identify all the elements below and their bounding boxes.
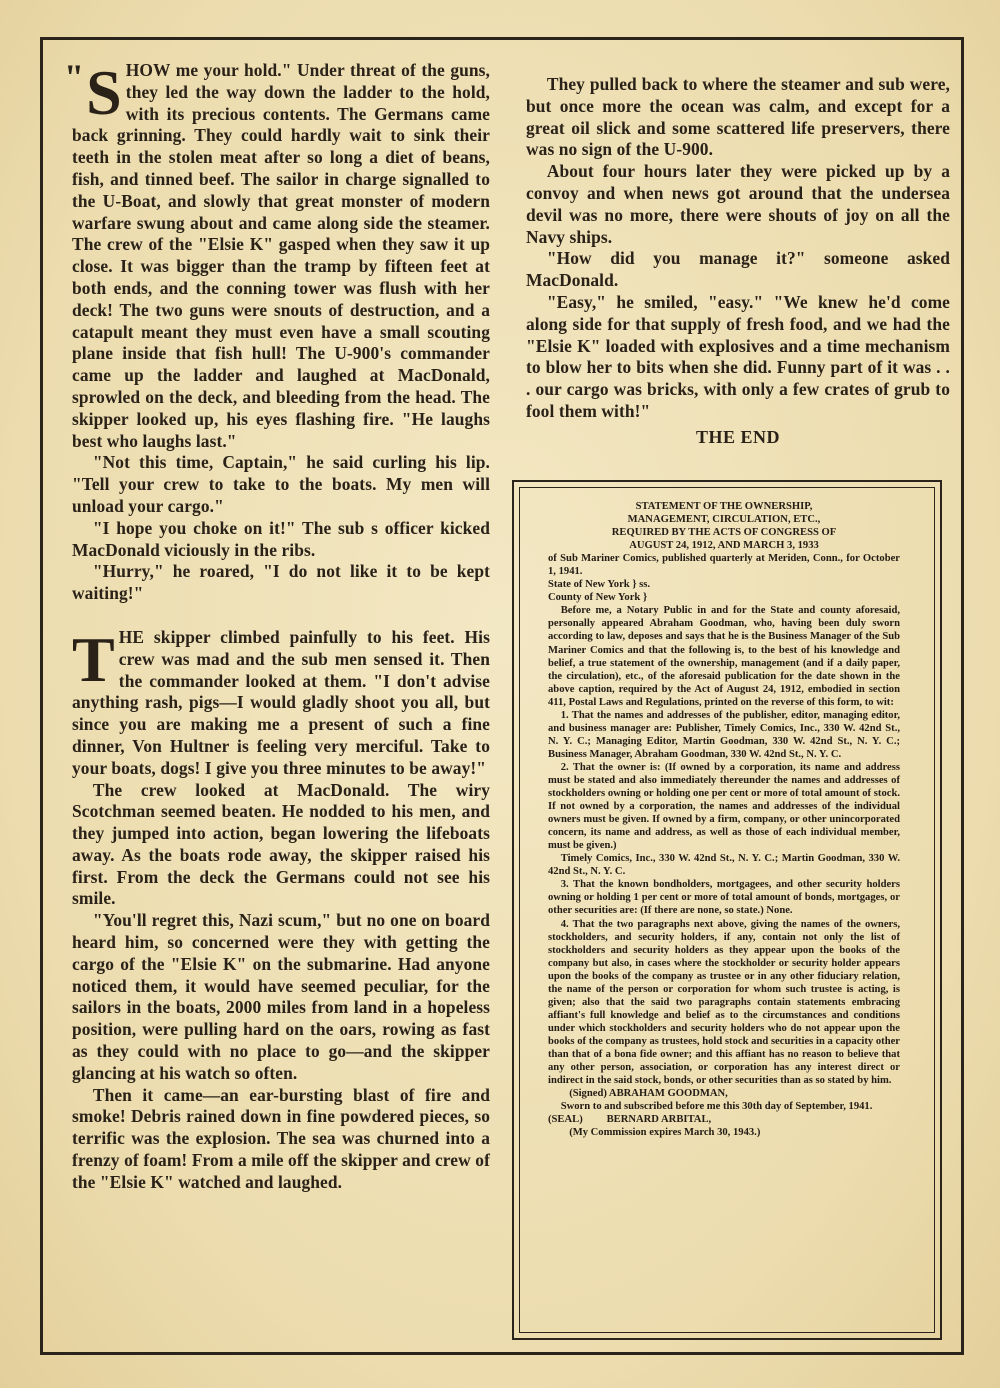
statement-paragraph: 2. That the owner is: (If owned by a corporation, its name and address must be stated and also immediately thereunder the names and addresses of stockholders owning or holding one per cent or more of total amount of stock. If not owned by a corporation, the names and addresses of the individual owners must be given. If owned by a firm, company, or other unincorporated concern, its name and address, as well as those of each individual member, must be given.) [548, 761, 900, 852]
story-paragraph: "Hurry," he roared, "I do not like it to be kept waiting!" [72, 561, 490, 604]
statement-paragraph: Timely Comics, Inc., 330 W. 42nd St., N. Y. C.; Martin Goodman, 330 W. 42nd St., N. Y. C. [548, 853, 900, 878]
statement-heading: REQUIRED BY THE ACTS OF CONGRESS OF [611, 527, 837, 539]
statement-heading: AUGUST 24, 1912, AND MARCH 3, 1933 [629, 540, 819, 552]
story-paragraph: "Not this time, Captain," he said curling his lip. "Tell your crew to take to the boats. My men will unload your cargo." [72, 452, 490, 516]
story-text: HE skipper climbed painfully to his feet. His crew was mad and the sub men sensed it. Then the commander looked at them. "I don't advise anything rash, pigs—I would gladly shoot you all, but since you are making me a present of such a fine dinner, Von Hultner is feeling very merciful. Take to your boats, dogs! I give you three minutes to be away!" [72, 626, 490, 778]
statement-paragraph: Before me, a Notary Public in and for the State and county aforesaid, personally appeared Abraham Goodman, who, having been duly sworn according to law, deposes and says that he is the Business Manager of the Sub Mariner Comics and that the following is, to the best of his knowledge and belief, a true statement of the ownership, management (and if a daily paper, the circulation), etc., of the aforesaid publication for the date shown in the above caption, required by the Act of August 24, 1912, embodied in section 411, Postal Laws and Regulations, printed on the reverse of this form, to wit: [548, 605, 900, 708]
drop-cap-s: S [86, 57, 122, 128]
statement-heading: MANAGEMENT, CIRCULATION, ETC., [627, 514, 821, 526]
statement-state: State of New York } ss. [548, 579, 651, 591]
open-quote-glyph: " [64, 57, 85, 97]
the-end-label: THE END [695, 426, 781, 447]
story-column-right [526, 74, 950, 448]
story-paragraph [64, 57, 490, 452]
statement-seal: (SEAL) [548, 1114, 583, 1126]
story-paragraph [72, 623, 490, 780]
statement-commission: (My Commission expires March 30, 1943.) [569, 1127, 761, 1139]
story-paragraph: "I hope you choke on it!" The sub s officer kicked MacDonald viciously in the ribs. [72, 517, 490, 560]
drop-cap-t: T [72, 623, 115, 695]
story-text: HOW me your hold." Under threat of the guns, they led the way down the ladder to the hold, with its precious contents. The Germans came back grinning. They could hardly wait to sink their teeth in the stolen meat after so long a diet of beans, fish, and tinned beef. The sailor in charge signalled to the U-Boat, and slowly that great monster of modern warfare swung about and came along side the steamer. The crew of the "Elsie K" gasped when they saw it up close. It was bigger than the tramp by fifteen feet at both ends, and the conning tower was flush with her deck! The two guns were snouts of destruction, and a catapult meant they must even have a small scouting plane inside that fish hull! The U-900's commander came up the ladder and laughed at MacDonald, sprowled on the deck, and bleeding from the head. The skipper looked up, his eyes flashing fire. "He laughs best who laughs last." [72, 60, 490, 451]
statement-sworn: Sworn to and subscribed before me this 30th day of September, 1941. [560, 1101, 873, 1113]
statement-signature: (Signed) ABRAHAM GOODMAN, [569, 1088, 728, 1100]
statement-seal-line [548, 1113, 900, 1126]
statement-county: County of New York } [548, 592, 648, 604]
statement-paragraph: 3. That the known bondholders, mortgagees, and other security holders owning or holding 1 per cent or more of total amount of bonds, mortgages, or other securities are: (If there are none, so state.) None. [548, 879, 900, 917]
story-column-left [64, 57, 490, 1194]
story-paragraph: Then it came—an ear-bursting blast of fire and smoke! Debris rained down in fine powdered pieces, so terrific was the explosion. The sea was churned into a frenzy of foam! From a mile off the skipper and crew of the "Elsie K" watched and laughed. [72, 1084, 490, 1192]
statement-publication: of Sub Mariner Comics, published quarterly at Meriden, Conn., for October 1, 1941. [548, 553, 900, 578]
statement-notary: BERNARD ARBITAL, [606, 1114, 712, 1126]
story-paragraph: They pulled back to where the steamer and sub were, but once more the ocean was calm, and except for a great oil slick and some scattered life preservers, there was no sign of the U-900. [526, 74, 950, 160]
ownership-statement-text [548, 500, 900, 1139]
story-paragraph: "How did you manage it?" someone asked MacDonald. [526, 248, 950, 291]
story-paragraph: About four hours later they were picked up by a convoy and when news got around that the undersea devil was no more, there were shouts of joy on all the Navy ships. [526, 161, 950, 247]
section-gap [72, 605, 490, 627]
statement-paragraph: 4. That the two paragraphs next above, giving the names of the owners, stockholders, and security holders, if any, contain not only the list of stockholders and security holders as they appear upon the books of the company but also, in cases where the stockholder or security holder appears upon the books of the company as trustee or in any other fiduciary relation, the name of the person or corporation for whom such trustee is acting, is given; also that the said two paragraphs contain statements embracing affiant's full knowledge and belief as to the circumstances and conditions under which stockholders and security holders who do not appear upon the books of the company as trustees, hold stock and securities in a capacity other than that of a bona fide owner; and this affiant has no reason to believe that any other person, association, or corporation has any interest direct or indirect in the said stock, bonds, or other securities than as so stated by him. [548, 918, 900, 1087]
statement-paragraph: 1. That the names and addresses of the publisher, editor, managing editor, and business manager are: Publisher, Timely Comics, Inc., 330 W. 42nd St., N. Y. C.; Managing Editor, Martin Goodman, 330 W. 42nd St., N. Y. C.; Business Manager, Abraham Goodman, 330 W. 42nd St., N. Y. C. [548, 709, 900, 760]
story-paragraph: "Easy," he smiled, "easy." "We knew he'd come along side for that supply of fresh food, and we had the "Elsie K" loaded with explosives and a time mechanism to blow her to bits when she did. Funny part of it was . . . our cargo was bricks, with only a few crates of grub to fool them with!" [526, 291, 950, 421]
story-paragraph: The crew looked at MacDonald. The wiry Scotchman seemed beaten. He nodded to his men, and they jumped into action, began lowering the lifeboats away. As the boats rode away, the skipper raised his first. From the deck the Germans could not see his smile. [72, 779, 490, 909]
ownership-statement-box [512, 480, 942, 1340]
statement-heading: STATEMENT OF THE OWNERSHIP, [635, 501, 813, 512]
story-paragraph: "You'll regret this, Nazi scum," but no one on board heard him, so concerned were they with getting the cargo of the "Elsie K" on the submarine. Had anyone noticed them, it would have seemed peculiar, for the sailors in the boats, 2000 miles from land in a hopeless position, were pulling hard on the oars, rowing as fast as they could with no place to go—and the skipper glancing at his watch so often. [72, 910, 490, 1083]
